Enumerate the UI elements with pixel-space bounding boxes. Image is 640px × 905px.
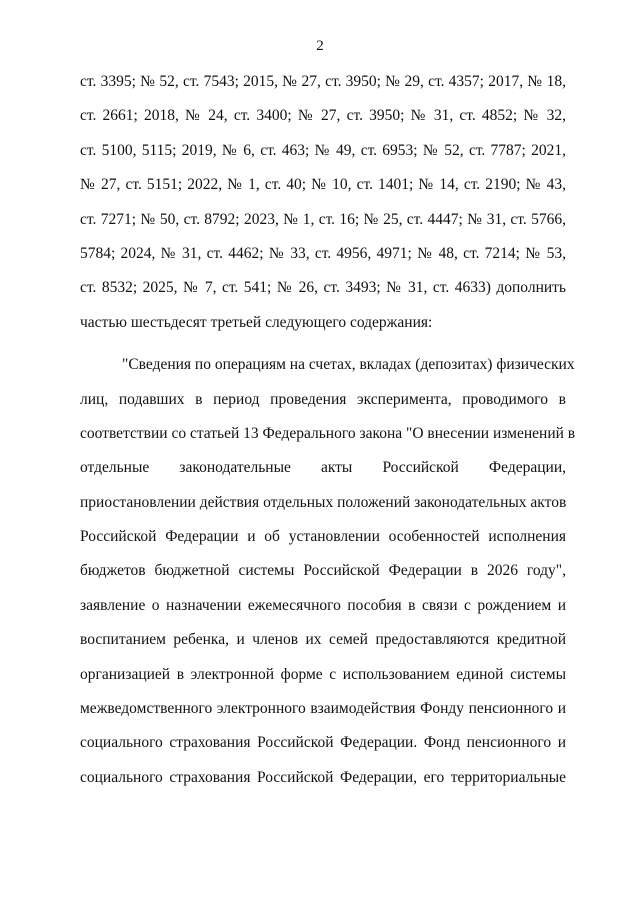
text-line: 5784; 2024, № 31, ст. 4462; № 33, ст. 4956, 4971; № 48, ст. 7214; № 53,: [80, 244, 566, 262]
text-line: социального страхования Российской Федерации, его территориальные: [80, 768, 566, 786]
text-line: межведомственного электронного взаимодействия Фонду пенсионного и: [80, 700, 566, 718]
text-line: бюджетов бюджетной системы Российской Федерации в 2026 году",: [80, 562, 566, 580]
text-line: ст. 3395; № 52, ст. 7543; 2015, № 27, ст. 3950; № 29, ст. 4357; 2017, № 18,: [80, 73, 566, 90]
text-line: ст. 5100, 5115; 2019, № 6, ст. 463; № 49, ст. 6953; № 52, ст. 7787; 2021,: [80, 141, 566, 159]
paragraph-references: [80, 72, 566, 347]
page-number: 2: [316, 38, 324, 54]
text-line: заявление о назначении ежемесячного пособия в связи с рождением и: [80, 596, 566, 614]
text-line: ст. 8532; 2025, № 7, ст. 541; № 26, ст. 3493; № 31, ст. 4633) дополнить: [80, 279, 566, 297]
text-line: социального страхования Российской Федерации. Фонд пенсионного и: [80, 734, 566, 752]
text-line: приостановлении действия отдельных положений законодательных актов: [80, 493, 567, 511]
text-line: частью шестьдесят третьей следующего содержания:: [80, 313, 433, 331]
document-body: [80, 72, 576, 802]
text-line: Российской Федерации и об установлении особенностей исполнения: [80, 528, 566, 546]
text-line: лиц, подавших в период проведения эксперимента, проводимого в: [80, 390, 566, 408]
text-line: ст. 7271; № 50, ст. 8792; 2023, № 1, ст. 16; № 25, ст. 4447; № 31, ст. 5766,: [80, 210, 566, 228]
text-line: соответствии со статьей 13 Федерального закона "О внесении изменений в: [80, 424, 576, 442]
text-line: отдельные законодательные акты Российской Федерации,: [80, 459, 566, 477]
text-line: ст. 2661; 2018, № 24, ст. 3400; № 27, ст. 3950; № 31, ст. 4852; № 32,: [80, 107, 566, 125]
text-line: организацией в электронной форме с использованием единой системы: [80, 665, 566, 683]
paragraph-amendment: [80, 355, 576, 802]
text-line: "Сведения по операциям на счетах, вкладах (депозитах) физических: [122, 356, 575, 374]
text-line: № 27, ст. 5151; 2022, № 1, ст. 40; № 10, ст. 1401; № 14, ст. 2190; № 43,: [80, 176, 566, 194]
text-line: воспитанием ребенка, и членов их семей предоставляются кредитной: [80, 631, 566, 649]
